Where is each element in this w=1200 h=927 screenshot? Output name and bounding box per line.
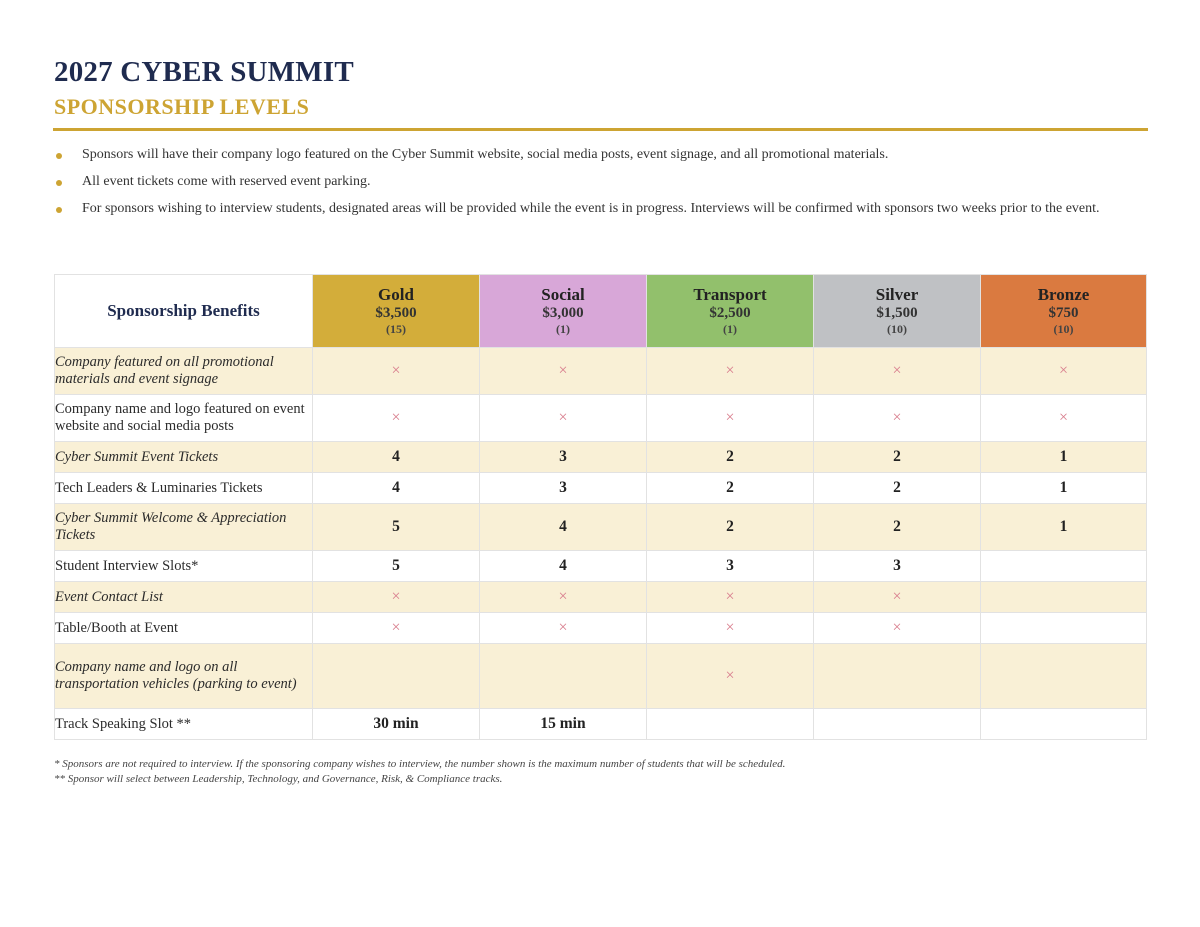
bullet-text: For sponsors wishing to interview students, designated areas will be provided while the event is in progress. Interviews will be confirmed with sponsors two weeks prior to the event.: [82, 201, 1100, 216]
table-row: [55, 473, 1147, 504]
level-price: $3,000: [542, 305, 584, 321]
benefit-value-cell: 1: [981, 473, 1147, 504]
level-header-bronze: [981, 275, 1147, 348]
level-count: (1): [556, 322, 570, 336]
benefit-value-cell: 4: [313, 442, 480, 473]
footnotes: [54, 757, 785, 787]
benefit-value-cell: [313, 644, 480, 709]
benefit-label: Tech Leaders & Luminaries Tickets: [55, 473, 313, 504]
benefit-label: Track Speaking Slot **: [55, 709, 313, 740]
benefit-value-cell: 4: [480, 504, 647, 551]
benefit-label: Company name and logo on all transportation vehicles (parking to event): [55, 644, 313, 709]
benefit-value-cell: [981, 644, 1147, 709]
level-name: Gold: [378, 285, 414, 304]
benefit-value-cell: 1: [981, 504, 1147, 551]
level-price: $750: [1048, 305, 1079, 321]
info-bullet-list: [54, 146, 1144, 227]
table-row: [55, 395, 1147, 442]
table-row: [55, 709, 1147, 740]
sponsorship-table: [54, 274, 1147, 740]
benefit-value-cell: [981, 613, 1147, 644]
benefit-value-cell: ×: [480, 348, 647, 395]
bullet-dot-icon: [56, 207, 62, 213]
level-price: $2,500: [709, 305, 751, 321]
benefit-value-cell: 3: [480, 473, 647, 504]
benefit-value-cell: ×: [313, 348, 480, 395]
benefit-label: Event Contact List: [55, 582, 313, 613]
benefit-value-cell: [981, 709, 1147, 740]
level-header-gold: [313, 275, 480, 348]
level-name: Bronze: [1037, 285, 1090, 304]
benefit-value-cell: [981, 551, 1147, 582]
benefit-value-cell: 2: [814, 473, 981, 504]
level-name: Silver: [875, 285, 919, 304]
benefit-value-cell: [647, 709, 814, 740]
bullet-dot-icon: [56, 180, 62, 186]
level-price: $3,500: [375, 305, 417, 321]
benefit-value-cell: 5: [313, 504, 480, 551]
title-divider: [53, 128, 1148, 131]
benefit-value-cell: 15 min: [480, 709, 647, 740]
table-row: [55, 551, 1147, 582]
info-bullet: [54, 173, 1144, 190]
benefit-value-cell: [480, 644, 647, 709]
benefit-value-cell: ×: [814, 348, 981, 395]
footnote: * Sponsors are not required to interview. If the sponsoring company wishes to interview, the number shown is the maximum number of students that will be scheduled.: [54, 758, 786, 770]
level-header-silver: [814, 275, 981, 348]
level-price: $1,500: [876, 305, 918, 321]
benefit-value-cell: 4: [480, 551, 647, 582]
benefit-value-cell: ×: [981, 348, 1147, 395]
benefit-value-cell: [814, 644, 981, 709]
benefit-value-cell: 2: [814, 504, 981, 551]
benefit-value-cell: ×: [647, 348, 814, 395]
benefit-label: Company name and logo featured on event website and social media posts: [55, 395, 313, 442]
benefit-value-cell: ×: [647, 395, 814, 442]
benefit-value-cell: [981, 582, 1147, 613]
level-count: (10): [887, 322, 907, 336]
benefit-value-cell: 3: [647, 551, 814, 582]
table-row: [55, 613, 1147, 644]
benefit-value-cell: 30 min: [313, 709, 480, 740]
benefit-value-cell: 2: [647, 442, 814, 473]
benefit-value-cell: 2: [647, 504, 814, 551]
footnote: ** Sponsor will select between Leadership, Technology, and Governance, Risk, & Compliance tracks.: [54, 773, 503, 785]
benefit-value-cell: 1: [981, 442, 1147, 473]
table-header-row: [55, 275, 1147, 348]
benefit-value-cell: ×: [480, 395, 647, 442]
benefit-label: Cyber Summit Welcome & Appreciation Tickets: [55, 504, 313, 551]
benefit-value-cell: ×: [480, 613, 647, 644]
benefit-value-cell: ×: [981, 395, 1147, 442]
benefits-column-header: Sponsorship Benefits: [55, 275, 313, 348]
bullet-text: Sponsors will have their company logo featured on the Cyber Summit website, social media posts, event signage, and all promotional materials.: [82, 147, 889, 162]
page-subtitle: SPONSORSHIP LEVELS: [54, 94, 310, 119]
benefit-label: Cyber Summit Event Tickets: [55, 442, 313, 473]
bullet-dot-icon: [56, 153, 62, 159]
info-bullet: [54, 200, 1144, 217]
level-count: (1): [723, 322, 737, 336]
benefit-value-cell: 2: [814, 442, 981, 473]
page-title: 2027 CYBER SUMMIT: [54, 56, 354, 88]
benefit-label: Student Interview Slots*: [55, 551, 313, 582]
benefit-value-cell: ×: [814, 582, 981, 613]
benefit-value-cell: 4: [313, 473, 480, 504]
level-name: Transport: [693, 285, 767, 304]
level-count: (10): [1053, 322, 1074, 336]
benefit-value-cell: ×: [480, 582, 647, 613]
benefit-value-cell: ×: [814, 395, 981, 442]
table-row: [55, 348, 1147, 395]
benefit-value-cell: ×: [313, 613, 480, 644]
level-name: Social: [541, 285, 585, 304]
info-bullet: [54, 146, 1144, 163]
table-row: [55, 582, 1147, 613]
table-row: [55, 442, 1147, 473]
benefit-value-cell: [814, 709, 981, 740]
benefit-label: Company featured on all promotional materials and event signage: [55, 348, 313, 395]
level-header-transport: [647, 275, 814, 348]
bullet-text: All event tickets come with reserved event parking.: [82, 174, 371, 189]
benefit-value-cell: 3: [480, 442, 647, 473]
benefit-value-cell: ×: [313, 395, 480, 442]
table-row: [55, 504, 1147, 551]
benefit-value-cell: 5: [313, 551, 480, 582]
benefit-label: Table/Booth at Event: [55, 613, 313, 644]
benefit-value-cell: 3: [814, 551, 981, 582]
benefit-value-cell: 2: [647, 473, 814, 504]
level-header-social: [480, 275, 647, 348]
level-count: (15): [386, 322, 406, 336]
table-row: [55, 644, 1147, 709]
benefit-value-cell: ×: [814, 613, 981, 644]
benefit-value-cell: ×: [647, 644, 814, 709]
benefit-value-cell: ×: [647, 613, 814, 644]
benefit-value-cell: ×: [313, 582, 480, 613]
benefit-value-cell: ×: [647, 582, 814, 613]
